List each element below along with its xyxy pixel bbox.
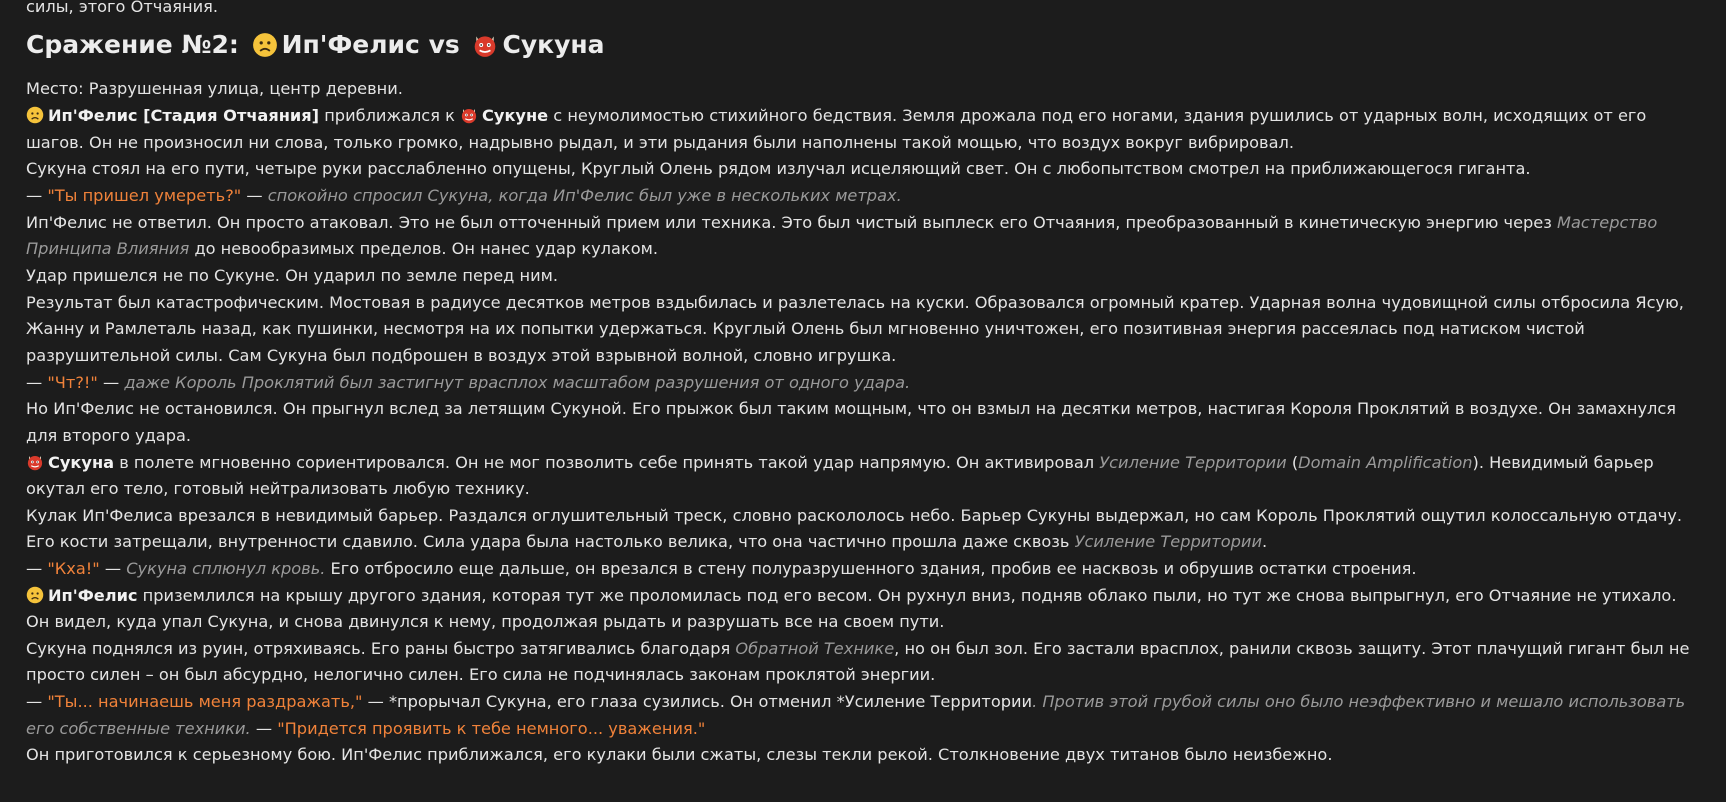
paragraph-3: Сукуна стоял на его пути, четыре руки расслабленно опущены, Круглый Олень рядом излучал исцеляющий свет. Он с любопытством смотрел на приближающегося гиганта.: [26, 159, 1531, 179]
technique-name: Усиление Территории: [1074, 532, 1262, 552]
text: до невообразимых пределов. Он нанес удар кулаком.: [189, 239, 658, 259]
worried-face-icon: [26, 586, 44, 604]
dash: —: [26, 372, 48, 392]
text: приземлился на крышу другого здания, которая тут же проломилась под его весом. Он рухнул вниз, подняв облако пыли, но тут же снова выпрыгнул, его Отчаяние не утихало. Он видел, куда упал Сукуна, и снова двинулся к нему, продолжая рыдать и разрушать все на своем пути.: [26, 585, 1677, 632]
text: —: [250, 718, 278, 738]
text: .: [1261, 532, 1268, 552]
dash: —: [241, 186, 268, 206]
narration: даже Король Проклятий был застигнут врасплох масштабом разрушения от одного удара.: [124, 372, 911, 392]
dialogue-quote: "Чт?!": [47, 372, 98, 392]
narration: спокойно спросил Сукуна, когда Ип'Фелис был уже в нескольких метрах.: [267, 186, 902, 206]
dialogue-line: [26, 689, 1694, 742]
dialogue-quote: "Ты... начинаешь меня раздражать,": [47, 692, 363, 712]
text: — *прорычал Сукуна, его глаза сузились. Он отменил *Усиление Территории: [362, 692, 1033, 712]
message-content: [26, 0, 1694, 769]
location-line: Место: Разрушенная улица, центр деревни.: [26, 79, 403, 99]
dialogue-quote: "Кха!": [47, 559, 100, 579]
technique-name: Мастерство Принципа Влияния: [26, 213, 1658, 259]
dialogue-quote: "Придется проявить к тебе немного... уважения.": [277, 718, 706, 738]
dash: —: [99, 559, 127, 579]
text: с неумолимостью стихийного бедствия. Земля дрожала под его ногами, здания рушились от ударных волн, исходящих от его шагов. Он не произносил ни слова, только громко, надрывно рыдал, и эти рыдания были наполнены такой мощью, что воздух вокруг вибрировал.: [26, 106, 1647, 152]
dialogue-quote: "Ты пришел умереть?": [47, 186, 242, 206]
dash: —: [26, 692, 48, 712]
heading-vs: vs: [428, 30, 460, 60]
worried-face-icon: [26, 106, 44, 124]
worried-face-icon: [252, 32, 278, 58]
technique-name: Обратной Технике: [735, 639, 895, 659]
heading-fighter-2: Сукуна: [502, 30, 605, 60]
text: в полете мгновенно сориентировался. Он не мог позволить себе принять такой удар напрямую. Он активировал: [114, 452, 1100, 472]
text: (: [1286, 452, 1299, 472]
dash: —: [26, 186, 48, 206]
dialogue-line: [26, 370, 1694, 396]
text: ). Невидимый барьер окутал его тело, готовый нейтрализовать любую технику.: [26, 452, 1654, 499]
red-oni-icon: [460, 106, 478, 124]
dash: —: [26, 559, 48, 579]
text: , но он был зол. Его застали врасплох, ранили сквозь защиту. Этот плачущий гигант был не просто силен – он был абсурдно, нелогично силен. Его сила не подчинялась законам проклятой энергии.: [26, 639, 1690, 685]
heading-fighter-1: Ип'Фелис: [281, 30, 420, 60]
red-oni-icon: [26, 453, 44, 471]
paragraph-9: Но Ип'Фелис не остановился. Он прыгнул вслед за летящим Сукуной. Его прыжок был таким мощным, что он взмыл на десятки метров, настигая Короля Проклятий в воздухе. Он замахнулся для второго удара.: [26, 399, 1677, 445]
fighter-name: Сукуне: [482, 106, 549, 126]
fighter-name: Ип'Фелис [Стадия Отчаяния]: [48, 106, 320, 126]
dash: —: [97, 372, 125, 392]
technique-name: Domain Amplification: [1298, 452, 1473, 472]
paragraph-2: [26, 103, 1694, 156]
paragraph-11: [26, 503, 1694, 556]
text: Ип'Фелис не ответил. Он просто атаковал. Это не был отточенный прием или техника. Это был чистый выплеск его Отчаяния, преобразованный в кинетическую энергию через: [26, 213, 1558, 232]
dialogue-line: [26, 183, 1694, 209]
text: Сукуна поднялся из руин, отряхиваясь. Его раны быстро затягивались благодаря: [26, 639, 736, 659]
heading-prefix: Сражение №2:: [26, 30, 239, 60]
narration: Сукуна сплюнул кровь.: [126, 559, 326, 579]
text: Его отбросило еще дальше, он врезался в стену полуразрушенного здания, пробив ее насквозь и обрушив остатки строения.: [325, 559, 1417, 579]
top-line: силы, этого Отчаяния.: [26, 0, 218, 16]
paragraph-10: [26, 450, 1694, 503]
paragraph-6: Удар пришелся не по Сукуне. Он ударил по земле перед ним.: [26, 266, 558, 286]
paragraph-7: Результат был катастрофическим. Мостовая в радиусе десятков метров вздыбилась и разлетелась на куски. Образовался огромный кратер. Ударная волна чудовищной силы отбросила Ясую, Жанну и Рамлеталь назад, как пушинки, несмотря на их попытки удержаться. Круглый Олень был мгновенно уничтожен, его позитивная энергия рассеялась под натиском чистой разрушительной силы. Сам Сукуна был подброшен в воздух этой взрывной волной, словно игрушка.: [26, 293, 1684, 365]
text: Кулак Ип'Фелиса врезался в невидимый барьер. Раздался оглушительный треск, словно раскололось небо. Барьер Сукуны выдержал, но сам Король Проклятий ощутил колоссальную отдачу. Его кости затрещали, внутренности сдавило. Сила удара была настолько велика, что она частично прошла даже сквозь: [26, 505, 1682, 552]
text: приближался к: [319, 106, 461, 126]
fighter-name: Сукуна: [48, 452, 115, 472]
red-oni-icon: [472, 32, 498, 58]
fighter-name: Ип'Фелис: [48, 585, 138, 605]
dialogue-line: [26, 556, 1694, 582]
paragraph-14: [26, 636, 1694, 689]
narration: . Против этой грубой силы оно было неэффективно и мешало использовать его собственные техники.: [26, 692, 1686, 738]
technique-name: Усиление Территории: [1099, 452, 1287, 472]
paragraph-5: [26, 210, 1694, 263]
paragraph-16: Он приготовился к серьезному бою. Ип'Фелис приближался, его кулаки были сжаты, слезы текли рекой. Столкновение двух титанов было неизбежно.: [26, 745, 1333, 765]
paragraph-13: [26, 583, 1694, 636]
battle-heading: [26, 28, 1694, 62]
